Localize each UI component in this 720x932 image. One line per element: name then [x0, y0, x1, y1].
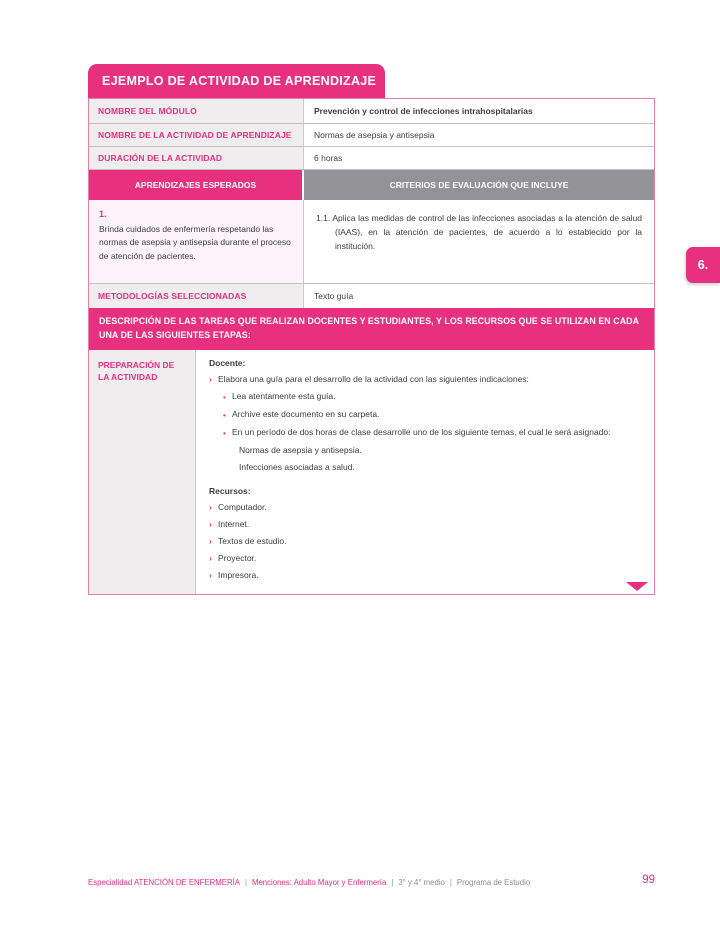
list-item — [209, 535, 638, 548]
row-value: Normas de asepsia y antisepsia — [314, 130, 435, 140]
chevron-bullet-icon: › — [209, 570, 212, 580]
tema-item: Infecciones asociadas a salud. — [239, 462, 355, 472]
page-footer — [88, 874, 655, 889]
criterio-cell — [304, 200, 654, 283]
list-item — [209, 552, 638, 565]
list-item-text: Archive este documento en su carpeta. — [232, 409, 380, 419]
footer-separator: | — [391, 878, 394, 887]
row-label: NOMBRE DEL MÓDULO — [89, 99, 304, 123]
footer-separator: | — [449, 878, 452, 887]
aprendizaje-number: 1. — [99, 209, 107, 219]
row-label: NOMBRE DE LA ACTIVIDAD DE APRENDIZAJE — [89, 124, 304, 146]
descripcion-banner: DESCRIPCIÓN DE LAS TAREAS QUE REALIZAN DOCENTES Y ESTUDIANTES, Y LOS RECURSOS QUE SE UTILIZAN EN CADA UNA DE LAS SIGUIENTES ETAPAS: — [89, 308, 654, 350]
page-number: 99 — [642, 874, 655, 886]
column-header-criterios: CRITERIOS DE EVALUACIÓN QUE INCLUYE — [304, 170, 654, 200]
row-label: DURACIÓN DE LA ACTIVIDAD — [89, 147, 304, 169]
chevron-bullet-icon: › — [209, 519, 212, 529]
tema-item: Normas de asepsia y antisepsia. — [239, 445, 362, 455]
table-row-metodologias — [89, 284, 654, 308]
dot-bullet-icon: • — [223, 429, 226, 438]
dot-bullet-icon: • — [223, 411, 226, 420]
list-item-text: Internet. — [218, 519, 250, 529]
footer-especialidad: Especialidad ATENCIÓN DE ENFERMERÍA — [88, 878, 240, 887]
row-label: METODOLOGÍAS SELECCIONADAS — [89, 284, 304, 308]
list-item — [223, 426, 638, 440]
docente-heading: Docente: — [209, 358, 246, 368]
table-row-preparacion — [89, 350, 654, 594]
activity-document — [88, 64, 655, 595]
chevron-bullet-icon: › — [209, 553, 212, 563]
table-row-modulo — [89, 99, 654, 124]
list-item-text: Lea atentamente esta guía. — [232, 391, 336, 401]
list-item — [209, 373, 638, 386]
chevron-bullet-icon: › — [209, 536, 212, 546]
recursos-heading: Recursos: — [209, 486, 251, 496]
list-item-text: Textos de estudio. — [218, 536, 287, 546]
list-item-text: Computador. — [218, 502, 267, 512]
row-value: Texto guía — [314, 291, 354, 301]
chapter-tab — [686, 247, 720, 283]
footer-program: Programa de Estudio — [456, 878, 531, 887]
footer-menciones: Menciones: Adulto Mayor y Enfermería — [251, 878, 387, 887]
table-header-row — [89, 170, 654, 200]
list-item-text: Proyector. — [218, 553, 257, 563]
footer-separator: | — [244, 878, 247, 887]
page-title — [88, 64, 385, 98]
list-item — [223, 390, 638, 404]
preparacion-label: PREPARACIÓN DE LA ACTIVIDAD — [89, 350, 196, 594]
chevron-bullet-icon: › — [209, 502, 212, 512]
criterio-text: 1.1. Aplica las medidas de control de las infecciones asociadas a la atención de salud (IAAS), en la atención de pacientes, de acuerdo a lo establecido por la institución. — [316, 213, 642, 251]
list-item — [209, 518, 638, 531]
list-item-text: Elabora una guía para el desarrollo de la actividad con las siguientes indicaciones: — [218, 374, 529, 384]
table-row-actividad — [89, 124, 654, 147]
chevron-bullet-icon: › — [209, 374, 212, 384]
table-row-duracion — [89, 147, 654, 170]
list-item — [209, 501, 638, 514]
aprendizaje-cell — [89, 200, 304, 283]
chapter-tab-label: 6. — [697, 258, 709, 272]
preparacion-content — [196, 350, 654, 594]
continuation-arrow-icon — [626, 582, 648, 591]
list-item — [209, 569, 638, 582]
aprendizaje-text: Brinda cuidados de enfermería respetando las normas de asepsia y antisepsia durante el proceso de atención de pacientes. — [99, 223, 291, 261]
activity-table — [88, 98, 655, 595]
footer-grade: 3° y 4° medio — [398, 878, 445, 887]
list-item-text: En un período de dos horas de clase desarrolle uno de los siguiente temas, el cual le será asignado: — [232, 427, 611, 437]
page-title-label: EJEMPLO DE ACTIVIDAD DE APRENDIZAJE — [102, 74, 377, 88]
dot-bullet-icon: • — [223, 393, 226, 402]
column-header-aprendizajes: APRENDIZAJES ESPERADOS — [89, 170, 304, 200]
row-value: 6 horas — [314, 153, 343, 163]
table-row-aprendizaje-criterio — [89, 200, 654, 284]
list-item-text: Impresora. — [218, 570, 259, 580]
list-item — [223, 408, 638, 422]
row-value: Prevención y control de infecciones intrahospitalarias — [314, 106, 533, 116]
